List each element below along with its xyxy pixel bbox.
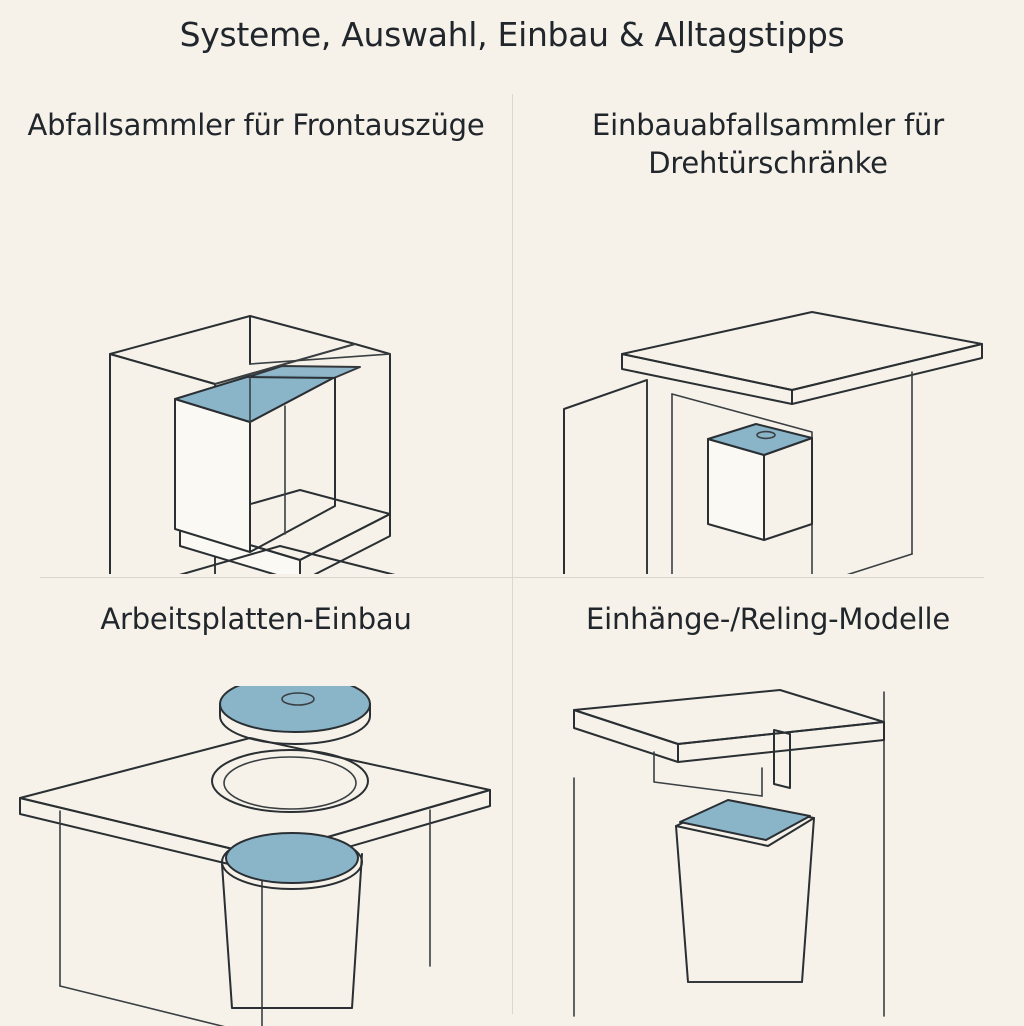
panel-worktop bbox=[0, 578, 512, 1024]
rail-hanging-drawing bbox=[512, 686, 1024, 1026]
illustration-worktop bbox=[0, 686, 512, 1024]
panel-rail-hanging bbox=[512, 578, 1024, 1024]
panel-title-hinged-door: Einbauabfallsammler für Drehtürschränke bbox=[592, 108, 944, 180]
page-title: Systeme, Auswahl, Einbau & Alltagstipps bbox=[179, 15, 845, 54]
hinged-door-drawing bbox=[512, 194, 1024, 574]
panel-title-front-pullout: Abfallsammler für Frontauszüge bbox=[27, 108, 485, 142]
panel-title-rail-hanging: Einhänge-/Reling-Modelle bbox=[585, 602, 950, 636]
illustration-rail-hanging bbox=[512, 686, 1024, 1024]
panel-front-pullout bbox=[0, 84, 512, 577]
illustration-hinged-door bbox=[512, 194, 1024, 577]
front-pullout-drawing bbox=[0, 194, 512, 574]
panel-title-worktop: Arbeitsplatten-Einbau bbox=[100, 602, 412, 636]
worktop-drawing bbox=[0, 686, 512, 1026]
illustration-front-pullout bbox=[0, 194, 512, 577]
panel-grid bbox=[0, 84, 1024, 1024]
panel-hinged-door bbox=[512, 84, 1024, 577]
